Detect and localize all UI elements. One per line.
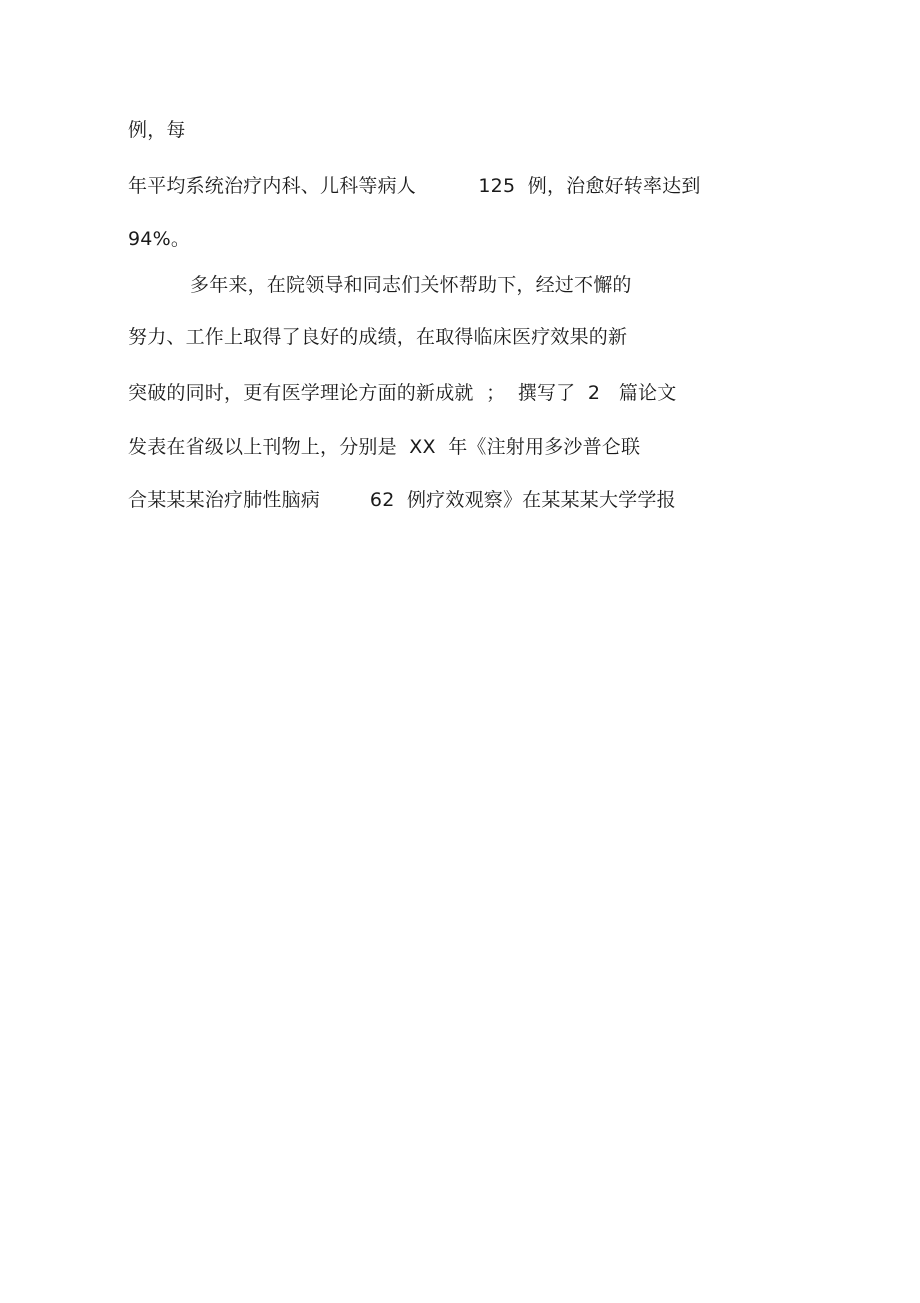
paragraph-line-4: 多年来，在院领导和同志们关怀帮助下，经过不懈的	[190, 274, 632, 296]
paragraph-line-8: 合某某某治疗肺性脑病 62 例疗效观察》在某某某大学学报	[128, 489, 676, 511]
paragraph-line-7: 发表在省级以上刊物上，分别是 XX 年《注射用多沙普仑联	[128, 436, 641, 458]
paragraph-line-3: 94%。	[128, 228, 191, 250]
paragraph-line-2: 年平均系统治疗内科、儿科等病人 125 例，治愈好转率达到	[128, 175, 701, 197]
paragraph-line-1: 例，每	[128, 119, 186, 141]
paragraph-line-5: 努力、工作上取得了良好的成绩，在取得临床医疗效果的新	[128, 326, 628, 348]
paragraph-line-6: 突破的同时，更有医学理论方面的新成就 ； 撰写了 2 篇论文	[128, 382, 677, 404]
